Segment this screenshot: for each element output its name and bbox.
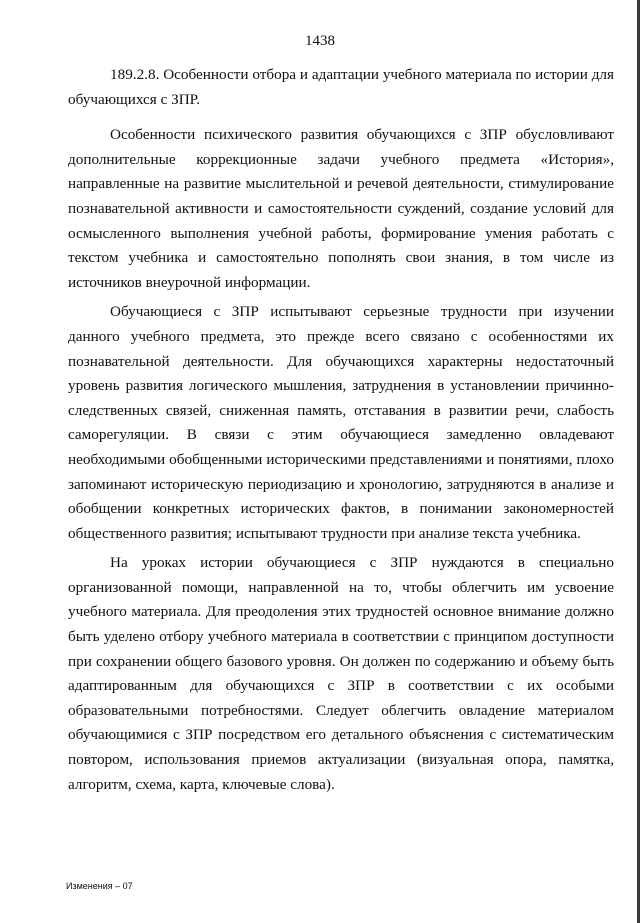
page-number: 1438 bbox=[305, 33, 335, 49]
paragraph-1: Особенности психического развития обучающихся с ЗПР обусловливают дополнительные коррекционные задачи учебного предмета «История», направленные на развитие мыслительной и речевой деятельности, стимулирование познавательной активности и самостоятельности суждений, создание условий для осмысленного выполнения учебной работы, формирование умения работать с текстом учебника и самостоятельно пополнять свои знания, в том числе из источников внеурочной информации. bbox=[68, 126, 614, 291]
section-heading: 189.2.8. Особенности отбора и адаптации учебного материала по истории для обучающихся с ЗПР. bbox=[68, 66, 614, 108]
document-body bbox=[68, 63, 614, 802]
paragraph-3: На уроках истории обучающиеся с ЗПР нуждаются в специально организованной помощи, направленной на то, чтобы облегчить им усвоение учебного материала. Для преодоления этих трудностей основное внимание должно быть уделено отбору учебного материала в соответствии с принципом доступности при сохранении общего базового уровня. Он должен по содержанию и объему быть адаптированным для обучающихся с ЗПР в соответствии с их особыми образовательными потребностями. Следует облегчить овладение материалом обучающимися с ЗПР посредством его детального объяснения с систематическим повтором, использования приемов актуализации (визуальная опора, памятка, алгоритм, схема, карта, ключевые слова). bbox=[68, 554, 614, 793]
page-footer: Изменения – 07 bbox=[66, 881, 133, 891]
paragraph-2: Обучающиеся с ЗПР испытывают серьезные трудности при изучении данного учебного предмета, это прежде всего связано с особенностями их познавательной деятельности. Для обучающихся характерны недостаточный уровень развития логического мышления, затруднения в установлении причинно-следственных связей, сниженная память, отставания в развитии речи, слабость саморегуляции. В связи с этим обучающиеся замедленно овладевают необходимыми обобщенными историческими представлениями и понятиями, плохо запоминают историческую периодизацию и хронологию, затрудняются в анализе и обобщении конкретных исторических фактов, в понимании закономерностей общественного развития; испытывают трудности при анализе текста учебника. bbox=[68, 303, 614, 542]
